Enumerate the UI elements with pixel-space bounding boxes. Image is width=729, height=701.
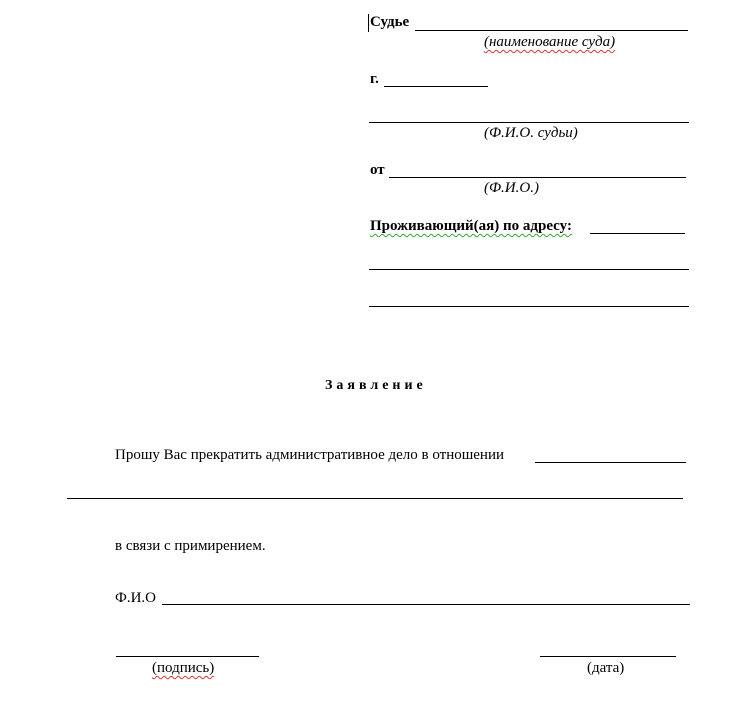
signature-hint [152, 660, 214, 677]
text-cursor [368, 14, 369, 32]
signature-line[interactable] [116, 656, 259, 657]
reason-text: в связи с примирением. [115, 538, 266, 554]
signature-hint-text: (подпись) [152, 660, 215, 676]
applicant-name-line[interactable] [389, 177, 686, 178]
court-name-hint [484, 34, 615, 51]
date-line[interactable] [540, 656, 676, 657]
city-line[interactable] [384, 86, 488, 87]
fio-line[interactable] [162, 604, 690, 605]
date-hint: (дата) [587, 660, 625, 676]
address-line-1[interactable] [590, 233, 685, 234]
court-name-line[interactable] [415, 30, 688, 31]
from-label: от [370, 162, 385, 178]
judge-label: Судье [370, 14, 410, 30]
document-title: Заявление [325, 378, 427, 393]
case-subject-line-2[interactable] [67, 498, 683, 499]
fio-label: Ф.И.О [115, 590, 157, 606]
address-line-2[interactable] [369, 269, 689, 270]
judge-name-hint: (Ф.И.О. судьи) [484, 125, 578, 141]
request-text: Прошу Вас прекратить административное дело в отношении [115, 447, 505, 463]
court-name-hint-text: (наименование суда) [484, 34, 616, 50]
address-label-text: Проживающий(ая) по адресу: [370, 218, 572, 234]
city-label: г. [370, 71, 379, 87]
address-label [370, 218, 572, 235]
judge-name-line[interactable] [369, 122, 689, 123]
case-subject-line-1[interactable] [535, 462, 686, 463]
applicant-name-hint: (Ф.И.О.) [484, 180, 539, 196]
address-line-3[interactable] [369, 306, 689, 307]
